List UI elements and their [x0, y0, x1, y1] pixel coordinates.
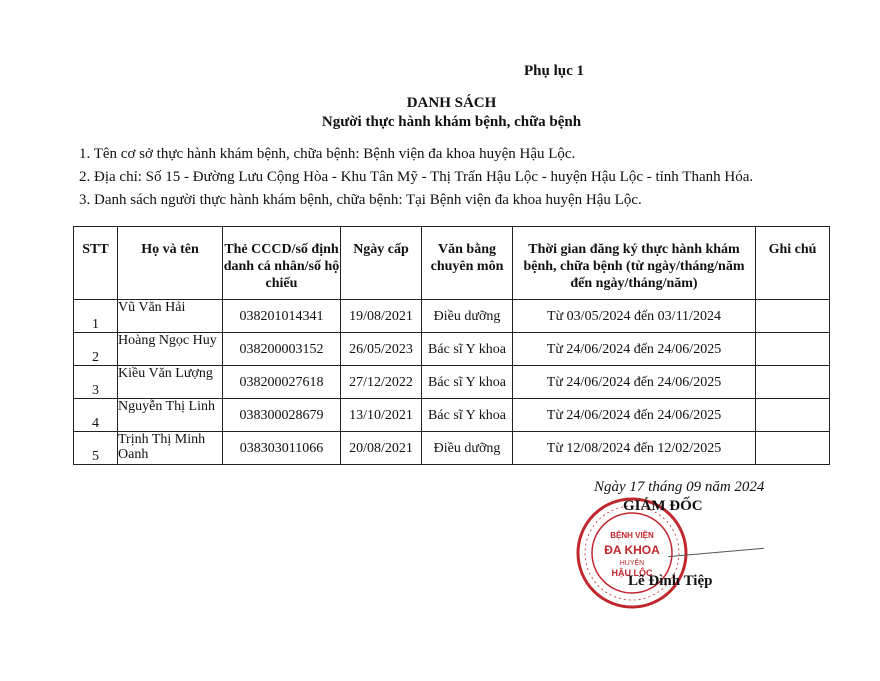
- cell-degree: Điều dưỡng: [422, 432, 513, 465]
- cell-stt: 4: [74, 399, 118, 432]
- cell-note: [756, 333, 830, 366]
- document-title: DANH SÁCH: [406, 95, 497, 111]
- cell-stt: 3: [74, 366, 118, 399]
- signer-title: GIÁM ĐỐC: [623, 498, 703, 514]
- signing-date: Ngày 17 tháng 09 năm 2024: [594, 479, 765, 495]
- header-name: Họ và tên: [118, 227, 223, 300]
- cell-stt: 5: [74, 432, 118, 465]
- header-stt: STT: [74, 227, 118, 300]
- cell-name: Kiều Văn Lượng: [118, 366, 223, 399]
- table-row: [74, 399, 830, 432]
- cell-period: Từ 24/06/2024 đến 24/06/2025: [513, 333, 756, 366]
- table-header-row: [74, 227, 830, 300]
- cell-issued: 26/05/2023: [341, 333, 422, 366]
- cell-note: [756, 432, 830, 465]
- cell-degree: Điều dưỡng: [422, 300, 513, 333]
- cell-id: 038303011066: [223, 432, 341, 465]
- cell-degree: Bác sĩ Y khoa: [422, 399, 513, 432]
- header-period: Thời gian đăng ký thực hành khám bệnh, chữa bệnh (từ ngày/tháng/năm đến ngày/tháng/năm): [513, 227, 756, 300]
- header-issued: Ngày cấp: [341, 227, 422, 300]
- info-list-location: 3. Danh sách người thực hành khám bệnh, chữa bệnh: Tại Bệnh viện đa khoa huyện Hậu Lộc.: [79, 192, 642, 208]
- table-row: [74, 366, 830, 399]
- cell-note: [756, 366, 830, 399]
- cell-issued: 13/10/2021: [341, 399, 422, 432]
- appendix-label: Phụ lục 1: [523, 63, 584, 79]
- cell-degree: Bác sĩ Y khoa: [422, 366, 513, 399]
- info-facility-name: 1. Tên cơ sở thực hành khám bệnh, chữa bệnh: Bệnh viện đa khoa huyện Hậu Lộc.: [79, 146, 576, 162]
- cell-period: Từ 24/06/2024 đến 24/06/2025: [513, 366, 756, 399]
- seal-line-2: ĐA KHOA: [604, 543, 660, 557]
- header-note: Ghi chú: [756, 227, 830, 300]
- cell-stt: 1: [74, 300, 118, 333]
- seal-line-4: HẬU LỘC: [611, 568, 653, 578]
- document-subtitle: Người thực hành khám bệnh, chữa bệnh: [321, 114, 582, 130]
- cell-name: Trịnh Thị Minh Oanh: [118, 432, 223, 465]
- cell-issued: 27/12/2022: [341, 366, 422, 399]
- cell-id: 038200003152: [223, 333, 341, 366]
- cell-stt: 2: [74, 333, 118, 366]
- cell-name: Vũ Văn Hải: [118, 300, 223, 333]
- cell-name: Nguyễn Thị Linh: [118, 399, 223, 432]
- cell-id: 038200027618: [223, 366, 341, 399]
- cell-period: Từ 03/05/2024 đến 03/11/2024: [513, 300, 756, 333]
- cell-degree: Bác sĩ Y khoa: [422, 333, 513, 366]
- cell-issued: 19/08/2021: [341, 300, 422, 333]
- table-row: [74, 300, 830, 333]
- table-row: [74, 333, 830, 366]
- seal-line-1: BỆNH VIỆN: [610, 531, 654, 540]
- cell-period: Từ 12/08/2024 đến 12/02/2025: [513, 432, 756, 465]
- cell-id: 038300028679: [223, 399, 341, 432]
- header-degree: Văn bằng chuyên môn: [422, 227, 513, 300]
- table-row: [74, 432, 830, 465]
- cell-issued: 20/08/2021: [341, 432, 422, 465]
- info-address: 2. Địa chỉ: Số 15 - Đường Lưu Cộng Hòa - Khu Tân Mỹ - Thị Trấn Hậu Lộc - huyện Hậu Lộc - tỉnh Thanh Hóa.: [79, 169, 754, 185]
- cell-note: [756, 399, 830, 432]
- practitioner-table: [73, 226, 830, 465]
- cell-note: [756, 300, 830, 333]
- cell-name: Hoàng Ngọc Huy: [118, 333, 223, 366]
- cell-period: Từ 24/06/2024 đến 24/06/2025: [513, 399, 756, 432]
- seal-line-3: HUYỆN: [619, 560, 645, 567]
- header-id: Thẻ CCCD/số định danh cá nhân/số hộ chiếu: [223, 227, 341, 300]
- signer-name: Lê Đình Tiệp: [628, 573, 713, 589]
- cell-id: 038201014341: [223, 300, 341, 333]
